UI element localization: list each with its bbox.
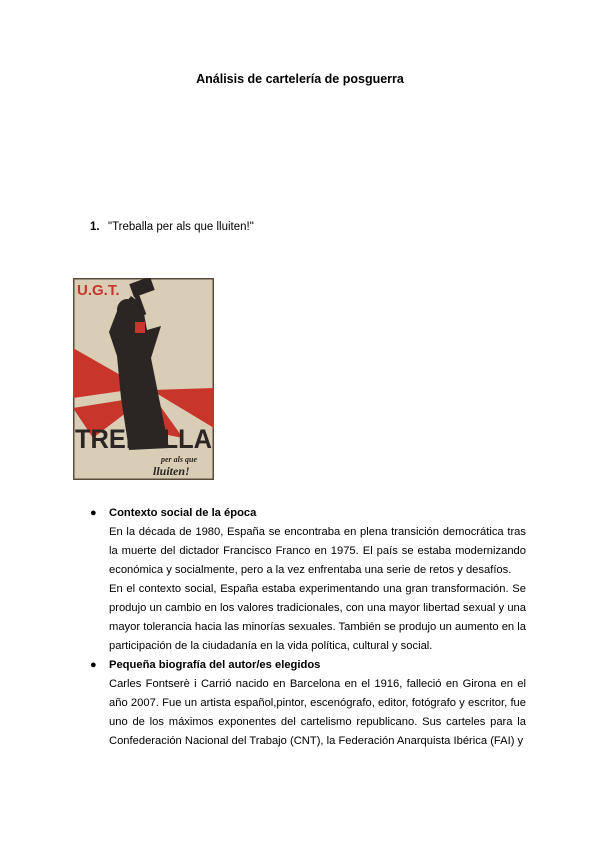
poster-sub-line2: lluiten! <box>153 464 190 478</box>
section-biography <box>90 656 526 751</box>
poster-main-text: TREBALLA <box>75 424 212 454</box>
paragraph: Carles Fontserè i Carrió nacido en Barcelona en el 1916, falleció en Girona en el año 2007. Fue un artista español,pintor, escenógrafo, editor, fotógrafo y escritor, fue uno de los máximos exponentes del cartelismo republicano. Sus carteles para la Confederación Nacional del Trabajo (CNT), la Federación Anarquista Ibérica (FAI) y <box>109 678 526 747</box>
poster-image <box>73 278 214 480</box>
document-title: Análisis de cartelería de posguerra <box>196 72 404 86</box>
bullet-icon: ● <box>90 659 97 671</box>
section-heading: Contexto social de la época <box>109 507 257 519</box>
section-context <box>90 504 526 656</box>
bullet-icon: ● <box>90 507 97 519</box>
section-heading: Pequeña biografía del autor/es elegidos <box>109 659 321 671</box>
poster-sub-line1: per als que <box>161 455 197 464</box>
numbered-item-1 <box>90 221 254 233</box>
item-text: "Treballa per als que lluiten!" <box>108 221 254 233</box>
paragraph: En la década de 1980, España se encontraba en plena transición democrática tras la muerte del dictador Francisco Franco en 1975. El país se estaba modernizando económica y socialmente, pero a la vez enfrentaba una serie de retos y desafíos. <box>109 526 526 576</box>
item-number: 1. <box>90 221 100 233</box>
poster-top-text: U.G.T. <box>77 282 120 299</box>
paragraph: En el contexto social, España estaba experimentando una gran transformación. Se produjo un cambio en los valores tradicionales, con una mayor libertad sexual y una mayor tolerancia hacia las minorías sexuales. También se produjo un aumento en la participación de la ciudadanía en la vida política, cultural y social. <box>109 583 526 652</box>
